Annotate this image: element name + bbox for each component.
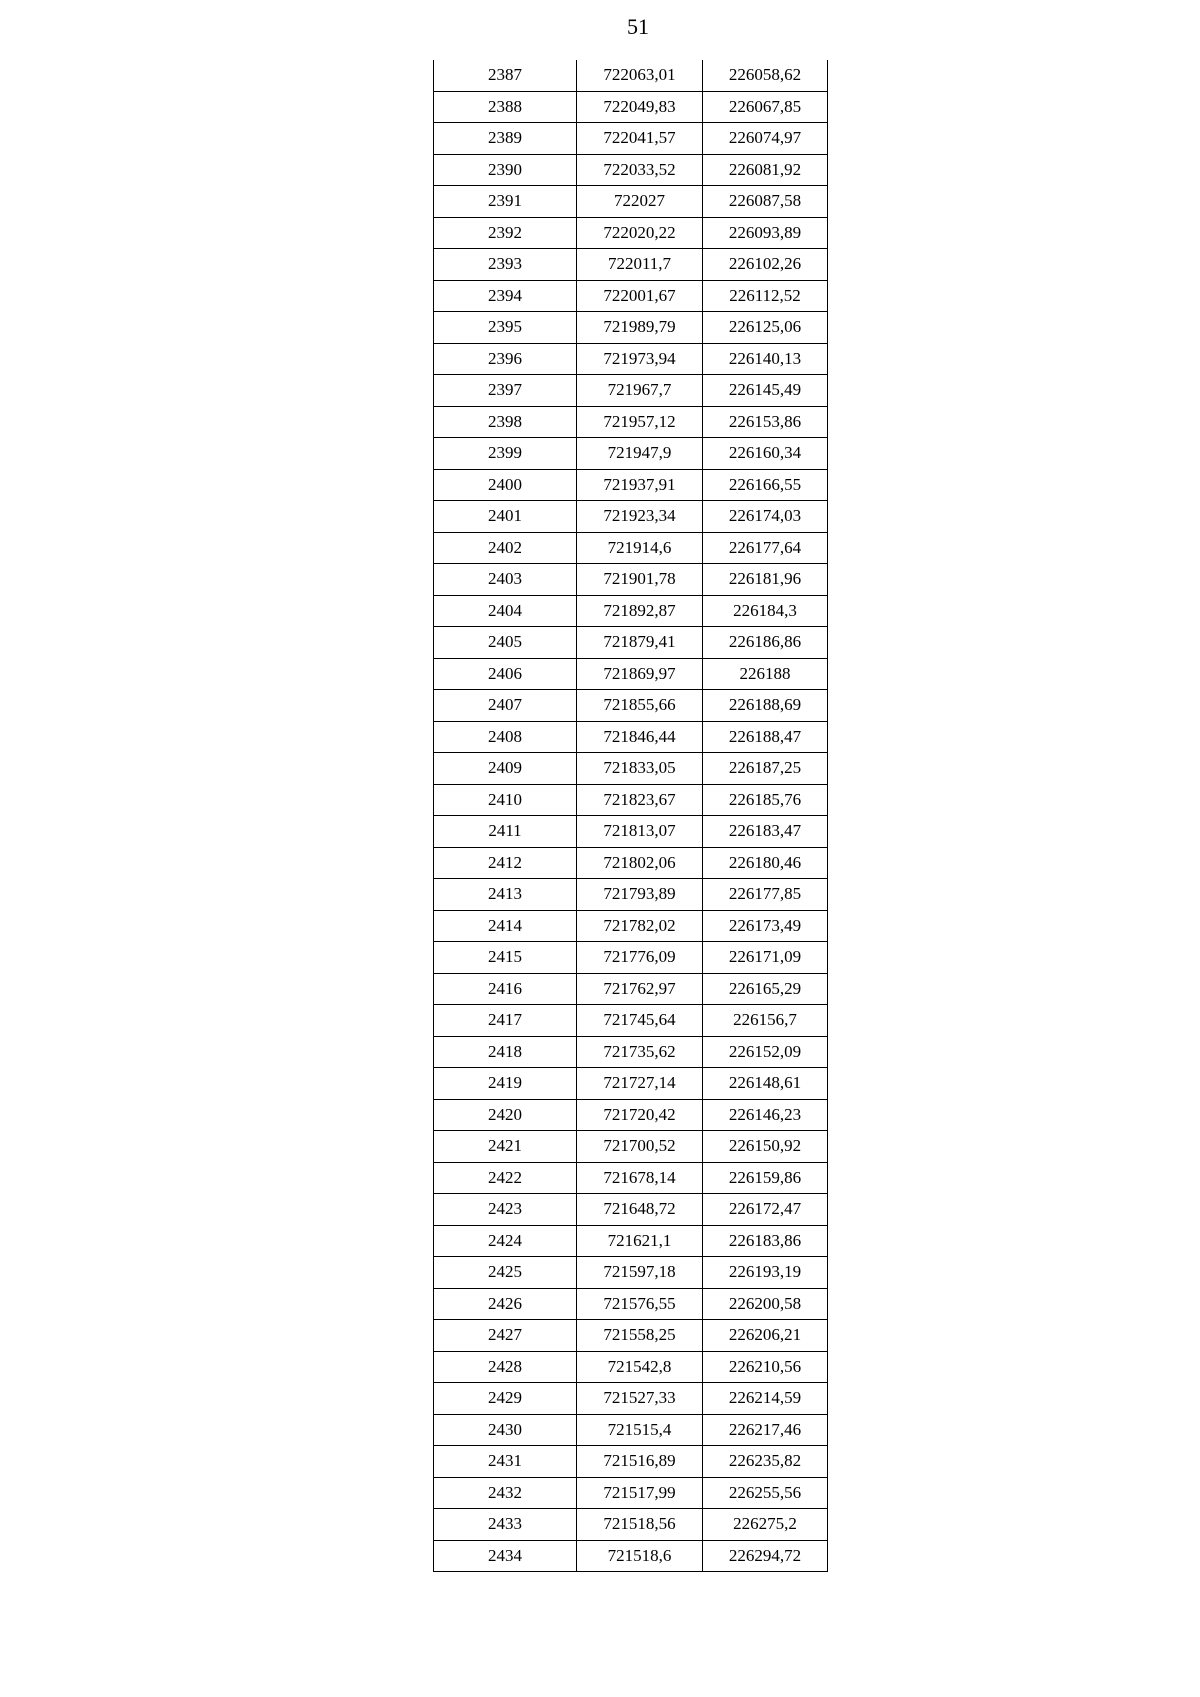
y-coordinate-cell: 226180,46 [703, 847, 828, 879]
y-coordinate-cell: 226255,56 [703, 1477, 828, 1509]
table-row [434, 501, 828, 533]
point-number-cell: 2405 [434, 627, 577, 659]
x-coordinate-cell: 722011,7 [577, 249, 703, 281]
table-row [434, 249, 828, 281]
point-number-cell: 2430 [434, 1414, 577, 1446]
point-number-cell: 2390 [434, 154, 577, 186]
point-number-cell: 2396 [434, 343, 577, 375]
point-number-cell: 2391 [434, 186, 577, 218]
table-row [434, 217, 828, 249]
point-number-cell: 2416 [434, 973, 577, 1005]
x-coordinate-cell: 721762,97 [577, 973, 703, 1005]
y-coordinate-cell: 226181,96 [703, 564, 828, 596]
table-row [434, 123, 828, 155]
point-number-cell: 2401 [434, 501, 577, 533]
x-coordinate-cell: 721621,1 [577, 1225, 703, 1257]
point-number-cell: 2414 [434, 910, 577, 942]
point-number-cell: 2422 [434, 1162, 577, 1194]
coordinates-table-body [434, 60, 828, 1572]
y-coordinate-cell: 226112,52 [703, 280, 828, 312]
y-coordinate-cell: 226058,62 [703, 60, 828, 91]
point-number-cell: 2417 [434, 1005, 577, 1037]
point-number-cell: 2413 [434, 879, 577, 911]
x-coordinate-cell: 721735,62 [577, 1036, 703, 1068]
point-number-cell: 2402 [434, 532, 577, 564]
y-coordinate-cell: 226183,47 [703, 816, 828, 848]
table-row [434, 942, 828, 974]
table-row [434, 564, 828, 596]
y-coordinate-cell: 226160,34 [703, 438, 828, 470]
table-row [434, 1383, 828, 1415]
point-number-cell: 2409 [434, 753, 577, 785]
table-row [434, 154, 828, 186]
point-number-cell: 2397 [434, 375, 577, 407]
y-coordinate-cell: 226156,7 [703, 1005, 828, 1037]
point-number-cell: 2426 [434, 1288, 577, 1320]
point-number-cell: 2387 [434, 60, 577, 91]
table-row [434, 816, 828, 848]
table-row [434, 1509, 828, 1541]
y-coordinate-cell: 226193,19 [703, 1257, 828, 1289]
table-row [434, 1446, 828, 1478]
point-number-cell: 2432 [434, 1477, 577, 1509]
table-row [434, 847, 828, 879]
point-number-cell: 2406 [434, 658, 577, 690]
x-coordinate-cell: 721846,44 [577, 721, 703, 753]
table-row [434, 1257, 828, 1289]
point-number-cell: 2388 [434, 91, 577, 123]
x-coordinate-cell: 721967,7 [577, 375, 703, 407]
x-coordinate-cell: 721855,66 [577, 690, 703, 722]
x-coordinate-cell: 721892,87 [577, 595, 703, 627]
x-coordinate-cell: 721597,18 [577, 1257, 703, 1289]
table-row [434, 91, 828, 123]
y-coordinate-cell: 226171,09 [703, 942, 828, 974]
y-coordinate-cell: 226165,29 [703, 973, 828, 1005]
y-coordinate-cell: 226067,85 [703, 91, 828, 123]
x-coordinate-cell: 721813,07 [577, 816, 703, 848]
point-number-cell: 2429 [434, 1383, 577, 1415]
point-number-cell: 2420 [434, 1099, 577, 1131]
y-coordinate-cell: 226206,21 [703, 1320, 828, 1352]
x-coordinate-cell: 721776,09 [577, 942, 703, 974]
y-coordinate-cell: 226074,97 [703, 123, 828, 155]
point-number-cell: 2411 [434, 816, 577, 848]
x-coordinate-cell: 721782,02 [577, 910, 703, 942]
table-row [434, 879, 828, 911]
point-number-cell: 2415 [434, 942, 577, 974]
y-coordinate-cell: 226275,2 [703, 1509, 828, 1541]
y-coordinate-cell: 226102,26 [703, 249, 828, 281]
table-row [434, 1225, 828, 1257]
y-coordinate-cell: 226125,06 [703, 312, 828, 344]
table-row [434, 343, 828, 375]
table-row [434, 1540, 828, 1572]
table-row [434, 312, 828, 344]
x-coordinate-cell: 721700,52 [577, 1131, 703, 1163]
x-coordinate-cell: 721793,89 [577, 879, 703, 911]
table-row [434, 595, 828, 627]
y-coordinate-cell: 226188,69 [703, 690, 828, 722]
y-coordinate-cell: 226185,76 [703, 784, 828, 816]
table-row [434, 469, 828, 501]
point-number-cell: 2389 [434, 123, 577, 155]
y-coordinate-cell: 226174,03 [703, 501, 828, 533]
x-coordinate-cell: 721527,33 [577, 1383, 703, 1415]
table-row [434, 1099, 828, 1131]
x-coordinate-cell: 721914,6 [577, 532, 703, 564]
table-row [434, 910, 828, 942]
point-number-cell: 2419 [434, 1068, 577, 1100]
point-number-cell: 2424 [434, 1225, 577, 1257]
point-number-cell: 2400 [434, 469, 577, 501]
x-coordinate-cell: 721542,8 [577, 1351, 703, 1383]
x-coordinate-cell: 721518,56 [577, 1509, 703, 1541]
point-number-cell: 2410 [434, 784, 577, 816]
y-coordinate-cell: 226177,64 [703, 532, 828, 564]
y-coordinate-cell: 226093,89 [703, 217, 828, 249]
point-number-cell: 2403 [434, 564, 577, 596]
x-coordinate-cell: 721802,06 [577, 847, 703, 879]
y-coordinate-cell: 226146,23 [703, 1099, 828, 1131]
table-row [434, 753, 828, 785]
x-coordinate-cell: 721823,67 [577, 784, 703, 816]
x-coordinate-cell: 721923,34 [577, 501, 703, 533]
table-row [434, 1477, 828, 1509]
table-row [434, 375, 828, 407]
point-number-cell: 2425 [434, 1257, 577, 1289]
y-coordinate-cell: 226217,46 [703, 1414, 828, 1446]
y-coordinate-cell: 226148,61 [703, 1068, 828, 1100]
table-row [434, 1320, 828, 1352]
x-coordinate-cell: 721957,12 [577, 406, 703, 438]
point-number-cell: 2399 [434, 438, 577, 470]
table-row [434, 1068, 828, 1100]
x-coordinate-cell: 722033,52 [577, 154, 703, 186]
page-number: 51 [627, 14, 649, 39]
x-coordinate-cell: 721648,72 [577, 1194, 703, 1226]
y-coordinate-cell: 226153,86 [703, 406, 828, 438]
point-number-cell: 2418 [434, 1036, 577, 1068]
x-coordinate-cell: 722041,57 [577, 123, 703, 155]
y-coordinate-cell: 226200,58 [703, 1288, 828, 1320]
table-row [434, 406, 828, 438]
point-number-cell: 2393 [434, 249, 577, 281]
y-coordinate-cell: 226177,85 [703, 879, 828, 911]
x-coordinate-cell: 721973,94 [577, 343, 703, 375]
y-coordinate-cell: 226294,72 [703, 1540, 828, 1572]
point-number-cell: 2398 [434, 406, 577, 438]
y-coordinate-cell: 226210,56 [703, 1351, 828, 1383]
x-coordinate-cell: 721937,91 [577, 469, 703, 501]
point-number-cell: 2407 [434, 690, 577, 722]
y-coordinate-cell: 226166,55 [703, 469, 828, 501]
point-number-cell: 2408 [434, 721, 577, 753]
y-coordinate-cell: 226087,58 [703, 186, 828, 218]
table-row [434, 1194, 828, 1226]
table-row [434, 280, 828, 312]
x-coordinate-cell: 721745,64 [577, 1005, 703, 1037]
y-coordinate-cell: 226140,13 [703, 343, 828, 375]
y-coordinate-cell: 226187,25 [703, 753, 828, 785]
y-coordinate-cell: 226081,92 [703, 154, 828, 186]
x-coordinate-cell: 721515,4 [577, 1414, 703, 1446]
y-coordinate-cell: 226188 [703, 658, 828, 690]
y-coordinate-cell: 226188,47 [703, 721, 828, 753]
table-row [434, 532, 828, 564]
x-coordinate-cell: 721576,55 [577, 1288, 703, 1320]
point-number-cell: 2431 [434, 1446, 577, 1478]
y-coordinate-cell: 226186,86 [703, 627, 828, 659]
x-coordinate-cell: 722049,83 [577, 91, 703, 123]
table-row [434, 1288, 828, 1320]
x-coordinate-cell: 721869,97 [577, 658, 703, 690]
y-coordinate-cell: 226235,82 [703, 1446, 828, 1478]
table-row [434, 438, 828, 470]
point-number-cell: 2392 [434, 217, 577, 249]
y-coordinate-cell: 226184,3 [703, 595, 828, 627]
y-coordinate-cell: 226172,47 [703, 1194, 828, 1226]
x-coordinate-cell: 722063,01 [577, 60, 703, 91]
table-row [434, 1162, 828, 1194]
y-coordinate-cell: 226159,86 [703, 1162, 828, 1194]
point-number-cell: 2433 [434, 1509, 577, 1541]
x-coordinate-cell: 721558,25 [577, 1320, 703, 1352]
point-number-cell: 2423 [434, 1194, 577, 1226]
table-row [434, 973, 828, 1005]
x-coordinate-cell: 721947,9 [577, 438, 703, 470]
table-row [434, 1005, 828, 1037]
table-row [434, 186, 828, 218]
table-row [434, 690, 828, 722]
y-coordinate-cell: 226183,86 [703, 1225, 828, 1257]
y-coordinate-cell: 226173,49 [703, 910, 828, 942]
x-coordinate-cell: 721517,99 [577, 1477, 703, 1509]
table-row [434, 60, 828, 91]
point-number-cell: 2428 [434, 1351, 577, 1383]
point-number-cell: 2427 [434, 1320, 577, 1352]
table-row [434, 627, 828, 659]
point-number-cell: 2412 [434, 847, 577, 879]
y-coordinate-cell: 226152,09 [703, 1036, 828, 1068]
y-coordinate-cell: 226214,59 [703, 1383, 828, 1415]
x-coordinate-cell: 721833,05 [577, 753, 703, 785]
point-number-cell: 2395 [434, 312, 577, 344]
table-row [434, 784, 828, 816]
x-coordinate-cell: 721989,79 [577, 312, 703, 344]
x-coordinate-cell: 721678,14 [577, 1162, 703, 1194]
point-number-cell: 2421 [434, 1131, 577, 1163]
coordinates-table [433, 60, 828, 1572]
x-coordinate-cell: 722001,67 [577, 280, 703, 312]
x-coordinate-cell: 721518,6 [577, 1540, 703, 1572]
table-row [434, 1351, 828, 1383]
point-number-cell: 2404 [434, 595, 577, 627]
table-row [434, 1414, 828, 1446]
table-row [434, 1131, 828, 1163]
table-row [434, 721, 828, 753]
x-coordinate-cell: 721901,78 [577, 564, 703, 596]
x-coordinate-cell: 722027 [577, 186, 703, 218]
point-number-cell: 2434 [434, 1540, 577, 1572]
y-coordinate-cell: 226145,49 [703, 375, 828, 407]
table-row [434, 1036, 828, 1068]
x-coordinate-cell: 721879,41 [577, 627, 703, 659]
x-coordinate-cell: 722020,22 [577, 217, 703, 249]
x-coordinate-cell: 721727,14 [577, 1068, 703, 1100]
x-coordinate-cell: 721720,42 [577, 1099, 703, 1131]
point-number-cell: 2394 [434, 280, 577, 312]
table-row [434, 658, 828, 690]
x-coordinate-cell: 721516,89 [577, 1446, 703, 1478]
y-coordinate-cell: 226150,92 [703, 1131, 828, 1163]
